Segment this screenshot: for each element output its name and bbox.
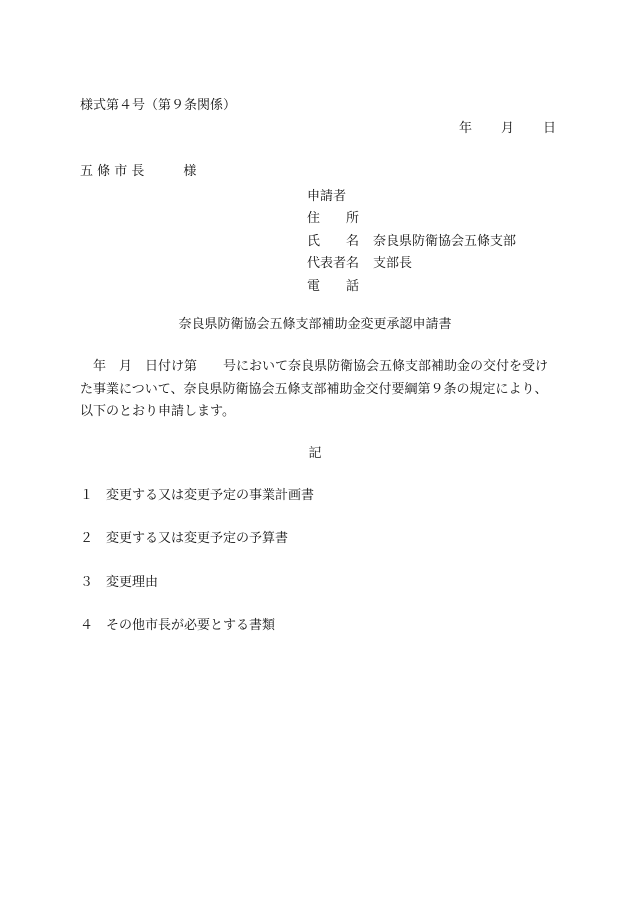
item-number: ２ (80, 531, 94, 546)
list-item (80, 532, 288, 545)
item-text: その他市長が必要とする書類 (106, 618, 276, 633)
item-number: ３ (80, 575, 94, 590)
name-label: 氏 名 (307, 233, 360, 249)
item-text: 変更理由 (106, 575, 159, 590)
representative-label: 代表者名 (307, 256, 360, 272)
name-value: 奈良県防衛協会五條支部 (373, 233, 517, 249)
ki-heading: 記 (308, 446, 322, 461)
item-text: 変更する又は変更予定の予算書 (106, 531, 289, 546)
applicant-row-name (307, 230, 516, 253)
applicant-block (307, 185, 516, 298)
form-number: 様式第４号（第９条関係） (80, 98, 237, 113)
applicant-row-address (307, 208, 516, 231)
representative-value: 支部長 (373, 256, 413, 272)
date-line (459, 122, 556, 135)
list-item (80, 619, 275, 632)
applicant-row-phone (307, 275, 516, 298)
date-day: 日 (543, 121, 557, 136)
document-title: 奈良県防衛協会五條支部補助金変更承認申請書 (178, 317, 452, 332)
addressee: 五 條 市 長 様 (80, 164, 197, 179)
date-month: 月 (501, 121, 515, 136)
item-number: １ (80, 488, 94, 503)
applicant-heading (307, 185, 516, 208)
date-year: 年 (459, 121, 473, 136)
item-number: ４ (80, 618, 94, 633)
address-label: 住 所 (307, 211, 360, 227)
phone-label: 電 話 (307, 278, 360, 294)
body-text: 年 月 日付け第 号において奈良県防衛協会五條支部補助金の交付を受けた事業について、奈良県防衛協会五條支部補助金交付要綱第９条の規定により、以下のとおり申請します。 (80, 359, 549, 419)
list-item (80, 489, 314, 502)
applicant-row-representative (307, 253, 516, 276)
list-item (80, 576, 158, 589)
applicant-heading-text: 申請者 (307, 188, 347, 204)
item-text: 変更する又は変更予定の事業計画書 (106, 488, 315, 503)
